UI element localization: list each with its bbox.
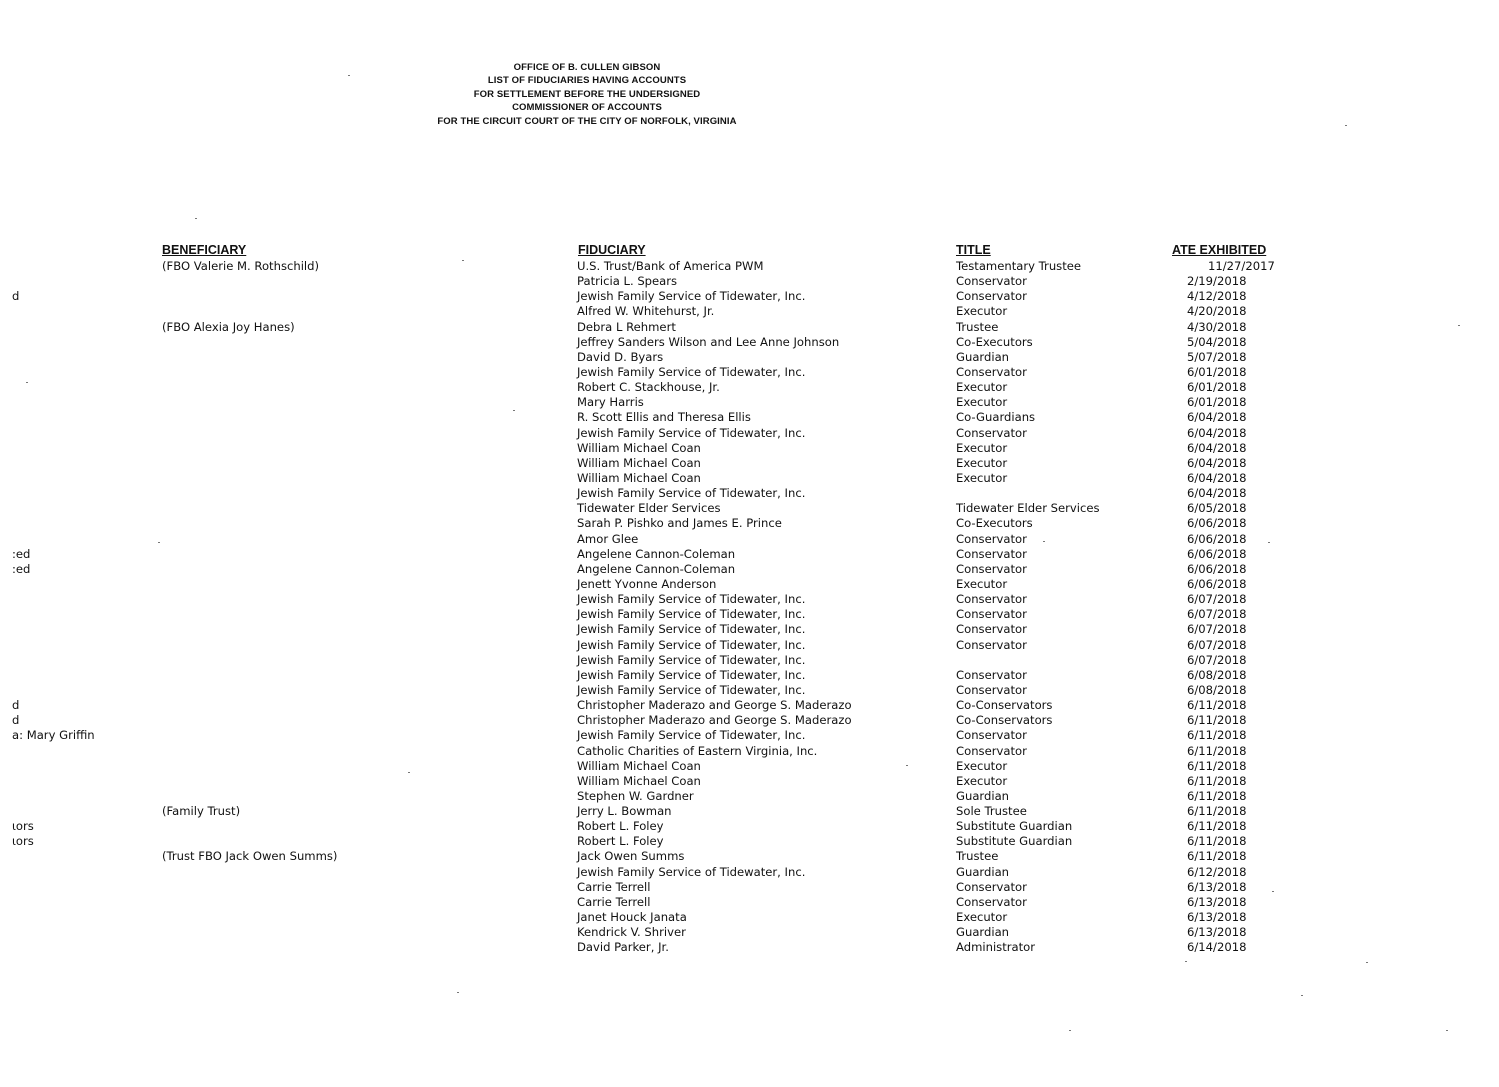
row-date-exhibited: 6/06/2018: [1187, 576, 1247, 591]
row-title: Executor: [956, 576, 1008, 591]
table-row: [0, 865, 1499, 880]
row-fiduciary: Jewish Family Service of Tidewater, Inc.: [577, 652, 806, 667]
row-date-exhibited: 6/13/2018: [1187, 894, 1247, 909]
table-row: [0, 410, 1499, 425]
row-beneficiary: (FBO Alexia Joy Hanes): [162, 319, 295, 334]
table-row: [0, 622, 1499, 637]
fiduciary-table: [0, 259, 1499, 955]
row-date-exhibited: 6/04/2018: [1187, 425, 1247, 440]
row-cut-off-text: :ed: [12, 561, 31, 576]
row-title: Conservator: [956, 289, 1027, 304]
row-title: Executor: [956, 773, 1008, 788]
row-title: Substitute Guardian: [956, 834, 1073, 849]
row-title: Conservator: [956, 592, 1027, 607]
row-title: Executor: [956, 395, 1008, 410]
row-beneficiary: (Family Trust): [162, 804, 241, 819]
table-row: [0, 547, 1499, 562]
row-fiduciary: Janet Houck Janata: [577, 910, 687, 925]
table-row: [0, 819, 1499, 834]
row-title: Conservator: [956, 607, 1027, 622]
row-date-exhibited: 6/06/2018: [1187, 516, 1247, 531]
table-row: [0, 471, 1499, 486]
table-row: [0, 516, 1499, 531]
table-row: [0, 456, 1499, 471]
row-fiduciary: Christopher Maderazo and George S. Maderazo: [577, 698, 852, 713]
row-fiduciary: Jewish Family Service of Tidewater, Inc.: [577, 667, 806, 682]
table-row: [0, 365, 1499, 380]
row-cut-off-text: d: [12, 713, 20, 728]
row-fiduciary: Robert L. Foley: [577, 819, 664, 834]
row-date-exhibited: 6/13/2018: [1187, 910, 1247, 925]
table-row: [0, 804, 1499, 819]
row-date-exhibited: 6/11/2018: [1187, 743, 1247, 758]
table-row: [0, 289, 1499, 304]
table-row: [0, 380, 1499, 395]
row-fiduciary: Jewish Family Service of Tidewater, Inc.: [577, 682, 806, 697]
row-title: Co-Executors: [956, 516, 1033, 531]
row-date-exhibited: 6/01/2018: [1187, 364, 1247, 379]
table-row: [0, 744, 1499, 759]
row-date-exhibited: 5/07/2018: [1187, 349, 1247, 364]
row-fiduciary: Jewish Family Service of Tidewater, Inc.: [577, 486, 806, 501]
row-fiduciary: Christopher Maderazo and George S. Maderazo: [577, 713, 852, 728]
row-date-exhibited: 6/07/2018: [1187, 607, 1247, 622]
table-row: [0, 653, 1499, 668]
row-date-exhibited: 6/08/2018: [1187, 667, 1247, 682]
row-title: Tidewater Elder Services: [956, 501, 1100, 516]
row-title: Conservator: [956, 879, 1027, 894]
row-date-exhibited: 6/06/2018: [1187, 561, 1247, 576]
row-date-exhibited: 6/01/2018: [1187, 380, 1247, 395]
row-date-exhibited: 6/13/2018: [1187, 925, 1247, 940]
row-date-exhibited: 11/27/2017: [1208, 259, 1275, 273]
row-fiduciary: Catholic Charities of Eastern Virginia, Inc.: [577, 743, 818, 758]
row-title: Conservator: [956, 531, 1027, 546]
row-fiduciary: Mary Harris: [577, 395, 644, 410]
table-row: [0, 910, 1499, 925]
row-date-exhibited: 6/13/2018: [1187, 879, 1247, 894]
row-date-exhibited: 6/11/2018: [1187, 849, 1247, 864]
row-title: Executor: [956, 380, 1008, 395]
row-fiduciary: Amor Glee: [577, 531, 639, 546]
row-title: Conservator: [956, 682, 1027, 697]
row-fiduciary: William Michael Coan: [577, 455, 701, 470]
row-date-exhibited: 6/04/2018: [1187, 486, 1247, 501]
table-row: [0, 577, 1499, 592]
row-date-exhibited: 6/05/2018: [1187, 501, 1247, 516]
row-title: Conservator: [956, 546, 1027, 561]
row-title: Co-Conservators: [956, 713, 1053, 728]
table-row: [0, 562, 1499, 577]
table-row: [0, 501, 1499, 516]
row-title: Co-Conservators: [956, 698, 1053, 713]
row-fiduciary: Jewish Family Service of Tidewater, Inc.: [577, 592, 806, 607]
row-fiduciary: Sarah P. Pishko and James E. Prince: [577, 516, 782, 531]
row-date-exhibited: 6/11/2018: [1187, 773, 1247, 788]
row-title: Guardian: [956, 349, 1010, 364]
row-date-exhibited: 6/11/2018: [1187, 713, 1247, 728]
row-fiduciary: Debra L Rehmert: [577, 319, 676, 334]
row-cut-off-text: d: [12, 698, 20, 713]
row-date-exhibited: 6/06/2018: [1187, 546, 1247, 561]
row-title: Administrator: [956, 940, 1036, 955]
table-row: [0, 683, 1499, 698]
table-row: [0, 638, 1499, 653]
row-date-exhibited: 5/04/2018: [1187, 334, 1247, 349]
row-fiduciary: David D. Byars: [577, 349, 664, 364]
row-title: Executor: [956, 470, 1008, 485]
row-date-exhibited: 6/11/2018: [1187, 758, 1247, 773]
row-date-exhibited: 4/12/2018: [1187, 289, 1247, 304]
row-beneficiary: (FBO Valerie M. Rothschild): [162, 259, 320, 273]
row-title: Guardian: [956, 788, 1010, 803]
row-fiduciary: U.S. Trust/Bank of America PWM: [577, 259, 764, 273]
row-date-exhibited: 4/30/2018: [1187, 319, 1247, 334]
row-fiduciary: William Michael Coan: [577, 773, 701, 788]
row-date-exhibited: 6/11/2018: [1187, 728, 1247, 743]
table-row: [0, 940, 1499, 955]
table-row: [0, 789, 1499, 804]
header-line-office: OFFICE OF B. CULLEN GIBSON: [513, 62, 661, 73]
row-fiduciary: Jack Owen Summs: [577, 849, 685, 864]
row-date-exhibited: 6/11/2018: [1187, 819, 1247, 834]
row-date-exhibited: 6/04/2018: [1187, 455, 1247, 470]
row-fiduciary: Tidewater Elder Services: [577, 501, 721, 516]
row-title: Guardian: [956, 864, 1010, 879]
table-row: [0, 274, 1499, 289]
row-fiduciary: Kendrick V. Shriver: [577, 925, 686, 940]
row-title: Executor: [956, 455, 1008, 470]
row-title: Conservator: [956, 667, 1027, 682]
row-title: Conservator: [956, 743, 1027, 758]
row-fiduciary: William Michael Coan: [577, 440, 701, 455]
row-fiduciary: Jerry L. Bowman: [577, 804, 672, 819]
row-fiduciary: Robert L. Foley: [577, 834, 664, 849]
row-date-exhibited: 6/04/2018: [1187, 470, 1247, 485]
table-row: [0, 441, 1499, 456]
row-title: Executor: [956, 304, 1008, 319]
row-title: Executor: [956, 910, 1008, 925]
row-fiduciary: Jewish Family Service of Tidewater, Inc.: [577, 622, 806, 637]
row-fiduciary: Robert C. Stackhouse, Jr.: [577, 380, 720, 395]
row-date-exhibited: 6/04/2018: [1187, 440, 1247, 455]
row-title: Conservator: [956, 364, 1027, 379]
row-fiduciary: Jewish Family Service of Tidewater, Inc.: [577, 607, 806, 622]
table-row: [0, 607, 1499, 622]
column-header-beneficiary: BENEFICIARY: [162, 243, 247, 257]
table-row: [0, 774, 1499, 789]
row-title: Conservator: [956, 894, 1027, 909]
row-cut-off-text: :ed: [12, 546, 31, 561]
row-title: Conservator: [956, 425, 1027, 440]
row-date-exhibited: 6/04/2018: [1187, 410, 1247, 425]
table-row: [0, 759, 1499, 774]
row-fiduciary: Jewish Family Service of Tidewater, Inc.: [577, 289, 806, 304]
table-row: [0, 486, 1499, 501]
row-cut-off-text: a: Mary Griffin: [12, 728, 95, 743]
row-date-exhibited: 2/19/2018: [1187, 274, 1247, 289]
row-cut-off-text: ιors: [12, 819, 34, 834]
row-date-exhibited: 6/06/2018: [1187, 531, 1247, 546]
column-header-fiduciary: FIDUCIARY: [578, 243, 646, 257]
row-fiduciary: Patricia L. Spears: [577, 274, 678, 289]
row-fiduciary: Jewish Family Service of Tidewater, Inc.: [577, 864, 806, 879]
table-row: [0, 532, 1499, 547]
row-date-exhibited: 6/07/2018: [1187, 622, 1247, 637]
column-header-date-exhibited: ATE EXHIBITED: [1172, 243, 1267, 257]
table-row: [0, 713, 1499, 728]
row-title: Trustee: [956, 849, 999, 864]
row-fiduciary: Carrie Terrell: [577, 879, 651, 894]
table-row: [0, 698, 1499, 713]
table-row: [0, 335, 1499, 350]
row-date-exhibited: 6/01/2018: [1187, 395, 1247, 410]
row-title: Conservator: [956, 637, 1027, 652]
row-date-exhibited: 6/11/2018: [1187, 834, 1247, 849]
row-title: Conservator: [956, 622, 1027, 637]
column-header-title: TITLE: [956, 243, 991, 257]
row-title: Conservator: [956, 728, 1027, 743]
header-line-list: LIST OF FIDUCIARIES HAVING ACCOUNTS: [487, 75, 687, 87]
row-date-exhibited: 6/14/2018: [1187, 940, 1247, 955]
row-fiduciary: William Michael Coan: [577, 470, 701, 485]
table-row: [0, 880, 1499, 895]
row-date-exhibited: 6/07/2018: [1187, 652, 1247, 667]
row-cut-off-text: ιors: [12, 834, 34, 849]
row-fiduciary: Angelene Cannon-Coleman: [577, 561, 736, 576]
row-date-exhibited: 6/11/2018: [1187, 804, 1247, 819]
row-fiduciary: Jewish Family Service of Tidewater, Inc.: [577, 637, 806, 652]
row-fiduciary: Jewish Family Service of Tidewater, Inc.: [577, 364, 806, 379]
row-title: Substitute Guardian: [956, 819, 1073, 834]
row-fiduciary: Stephen W. Gardner: [577, 788, 694, 803]
document-header: [360, 61, 814, 128]
row-fiduciary: Jenett Yvonne Anderson: [577, 576, 717, 591]
row-date-exhibited: 6/07/2018: [1187, 637, 1247, 652]
row-fiduciary: Jeffrey Sanders Wilson and Lee Anne Johnson: [577, 334, 840, 349]
row-date-exhibited: 6/11/2018: [1187, 788, 1247, 803]
table-row: [0, 895, 1499, 910]
row-title: Executor: [956, 758, 1008, 773]
row-title: Guardian: [956, 925, 1010, 940]
row-fiduciary: William Michael Coan: [577, 758, 701, 773]
row-date-exhibited: 6/12/2018: [1187, 864, 1247, 879]
row-title: Co-Guardians: [956, 410, 1036, 425]
row-fiduciary: R. Scott Ellis and Theresa Ellis: [577, 410, 751, 425]
row-date-exhibited: 6/11/2018: [1187, 698, 1247, 713]
table-row: [0, 395, 1499, 410]
table-row: [0, 426, 1499, 441]
table-row: [0, 668, 1499, 683]
row-title: Sole Trustee: [956, 804, 1027, 819]
table-row: [0, 320, 1499, 335]
table-row: [0, 834, 1499, 849]
row-title: Trustee: [956, 319, 999, 334]
row-cut-off-text: d: [12, 289, 20, 304]
row-title: Conservator: [956, 274, 1027, 289]
row-date-exhibited: 6/08/2018: [1187, 682, 1247, 697]
row-fiduciary: Angelene Cannon-Coleman: [577, 546, 736, 561]
table-row: [0, 728, 1499, 743]
row-title: Executor: [956, 440, 1008, 455]
row-date-exhibited: 6/07/2018: [1187, 592, 1247, 607]
table-row: [0, 259, 1499, 274]
table-row: [0, 592, 1499, 607]
header-line-settlement: FOR SETTLEMENT BEFORE THE UNDERSIGNED: [473, 88, 701, 100]
row-fiduciary: David Parker, Jr.: [577, 940, 669, 955]
row-date-exhibited: 4/20/2018: [1187, 304, 1247, 319]
table-row: [0, 925, 1499, 940]
row-fiduciary: Jewish Family Service of Tidewater, Inc.: [577, 728, 806, 743]
row-fiduciary: Jewish Family Service of Tidewater, Inc.: [577, 425, 806, 440]
table-row: [0, 849, 1499, 864]
header-line-court: FOR THE CIRCUIT COURT OF THE CITY OF NORFOLK, VIRGINIA: [437, 115, 737, 127]
row-fiduciary: Alfred W. Whitehurst, Jr.: [577, 304, 715, 319]
row-beneficiary: (Trust FBO Jack Owen Summs): [162, 849, 338, 864]
table-row: [0, 304, 1499, 319]
row-title: Testamentary Trustee: [956, 259, 1082, 273]
table-row: [0, 350, 1499, 365]
header-line-commissioner: COMMISSIONER OF ACCOUNTS: [512, 102, 662, 114]
row-title: Co-Executors: [956, 334, 1033, 349]
row-title: Conservator: [956, 561, 1027, 576]
row-fiduciary: Carrie Terrell: [577, 894, 651, 909]
